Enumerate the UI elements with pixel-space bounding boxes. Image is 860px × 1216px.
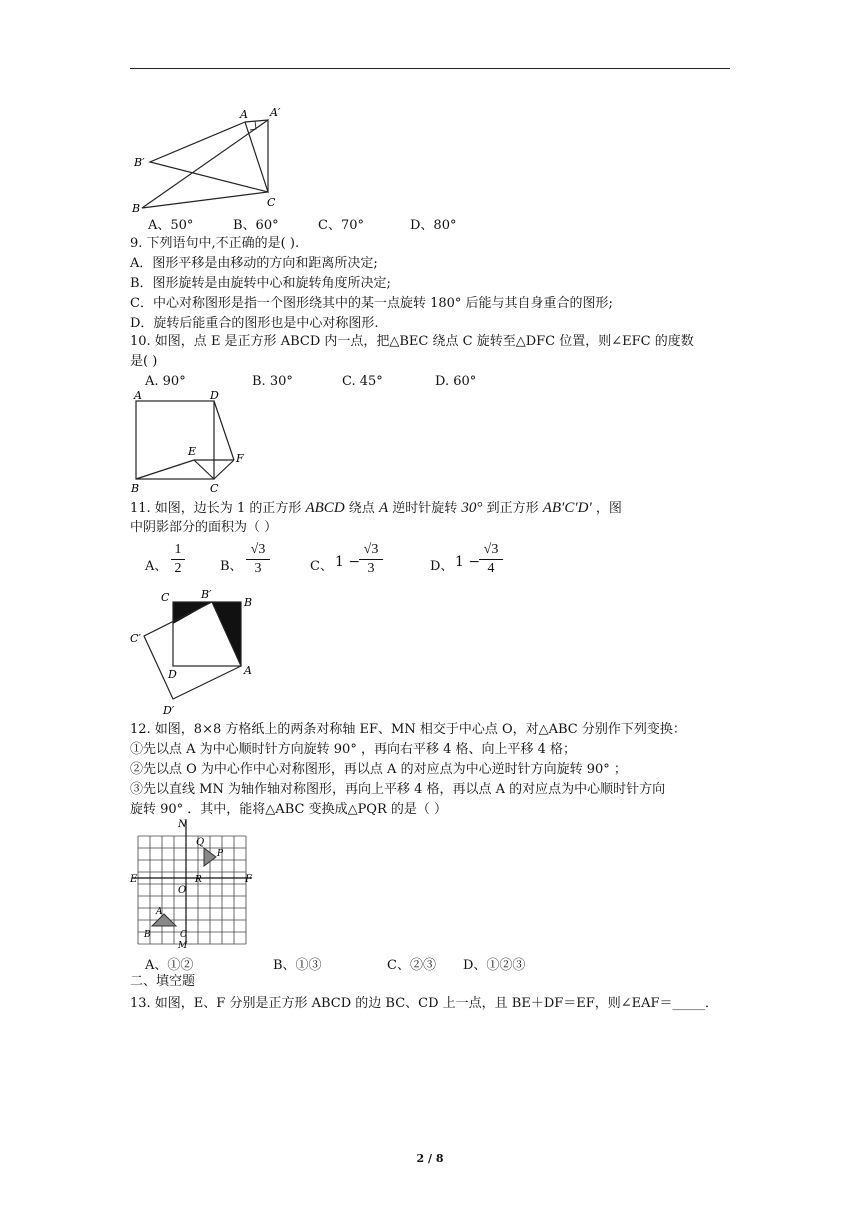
q13-stem: 13. 如图，E、F 分别是正方形 ABCD 的边 BC、CD 上一点，且 BE＋DF＝EF，则∠EAF＝_____． — [130, 996, 719, 1011]
q11-label-a: A — [244, 664, 252, 677]
q11-stem: 11. 如图，边长为 1 的正方形 ABCD 绕点 A 逆时针旋转 30° 到正方形 AB′C′D′ ，图 — [130, 500, 622, 516]
q10-label-e: E — [188, 445, 197, 458]
q10-stem-cont: 是( ) — [130, 354, 158, 369]
q12-label-f: F — [245, 874, 252, 885]
q11-option-a-frac: 1 2 — [171, 542, 185, 577]
q10-option-c: C. 45° — [342, 374, 383, 389]
q11-option-b-label: B、 — [220, 559, 243, 574]
q8-options — [148, 214, 488, 233]
page-number: 2 / 8 — [416, 1152, 444, 1165]
q11-figure — [128, 586, 268, 721]
q11-label-c: C — [161, 591, 170, 604]
q11-label-b-prime: B′ — [201, 588, 212, 601]
q11-option-c-label: C、 — [310, 559, 333, 574]
q11-option-b-frac: √3 3 — [246, 542, 270, 577]
q11-math-square: AB′C′D′ — [542, 500, 592, 516]
q12-label-a: A — [156, 907, 163, 917]
q9-option-b: B．图形旋转是由旋转中心和旋转角度所决定; — [130, 276, 391, 291]
q11-math-angle: 30° — [461, 500, 483, 516]
q10-label-f: F — [236, 452, 244, 465]
q12-option-a: A、①② — [145, 958, 194, 973]
q12-label-p: P — [217, 849, 224, 859]
q12-label-c: C — [180, 930, 187, 940]
q12-stem: 12. 如图，8×8 方格纸上的两条对称轴 EF、MN 相交于中心点 O，对△ABC 分别作下列变换： — [130, 722, 686, 737]
q9-stem: 9. 下列语句中,不正确的是( ). — [130, 236, 300, 251]
q12-label-m: M — [178, 941, 188, 950]
q10-option-a: A. 90° — [145, 374, 186, 389]
q8-option-a: A、50° — [148, 218, 194, 233]
q10-label-c: C — [210, 482, 219, 495]
q11-option-c-lead: 1 − — [335, 554, 361, 570]
q11-math-abcd: ABCD — [305, 500, 345, 516]
q9-option-c: C．中心对称图形是指一个图形绕其中的某一点旋转 180° 后能与其自身重合的图形; — [130, 296, 613, 311]
q12-label-r: R — [195, 875, 202, 885]
q11-math-a: A — [378, 500, 389, 516]
q8-label-b-prime: B′ — [134, 156, 145, 169]
q10-label-d: D — [210, 389, 219, 402]
q11-stem-cont: 中阴影部分的面积为（ ） — [130, 520, 278, 535]
q10-figure — [128, 388, 253, 498]
q11-label-c-prime: C′ — [130, 632, 141, 645]
q8-option-b: B、60° — [233, 218, 279, 233]
q8-figure — [130, 100, 290, 215]
q8-option-d: D、80° — [410, 218, 457, 233]
q11-label-b: B — [244, 596, 253, 609]
q12-step-3-cont: 旋转 90° ．其中，能将△ABC 变换成△PQR 的是（ ） — [130, 802, 448, 817]
q11-option-c-frac: √3 3 — [359, 542, 383, 577]
q11-option-d-frac: √3 4 — [479, 542, 503, 577]
q12-step-1: ①先以点 A 为中心顺时针方向旋转 90° ，再向右平移 4 格、向上平移 4 格； — [130, 742, 577, 757]
q10-label-b: B — [131, 482, 140, 495]
q12-options — [145, 954, 545, 973]
q9-option-d: D．旋转后能重合的图形也是中心对称图形. — [130, 316, 379, 331]
q8-label-a: A — [240, 108, 248, 121]
q8-option-c: C、70° — [318, 218, 364, 233]
header-rule — [130, 68, 730, 69]
q8-label-c: C — [267, 196, 276, 209]
q11-option-d-label: D、 — [430, 559, 454, 574]
q11-options — [145, 540, 525, 584]
q11-label-d: D — [168, 668, 177, 681]
q12-label-o: O — [178, 885, 187, 896]
section-fill-in-title: 二、填空题 — [130, 974, 196, 989]
q12-label-q: Q — [196, 837, 205, 848]
q12-option-b: B、①③ — [273, 958, 322, 973]
q9-option-a: A．图形平移是由移动的方向和距离所决定; — [130, 256, 378, 271]
q10-option-b: B. 30° — [252, 374, 293, 389]
q12-step-2: ②先以点 O 为中心作中心对称图形，再以点 A 的对应点为中心逆时针方向旋转 90° ； — [130, 762, 627, 777]
q12-option-d: D、①②③ — [463, 958, 526, 973]
q12-label-b: B — [144, 930, 151, 940]
q10-stem: 10. 如图，点 E 是正方形 ABCD 内一点，把△BEC 绕点 C 旋转至△DFC 位置，则∠EFC 的度数 — [130, 334, 694, 349]
q12-label-e: E — [130, 874, 138, 885]
q12-step-3: ③先以直线 MN 为轴作轴对称图形，再向上平移 4 格，再以点 A 的对应点为中心顺时针方向 — [130, 782, 666, 797]
q8-label-a-prime: A′ — [270, 106, 281, 119]
q11-label-d-prime: D′ — [163, 704, 175, 717]
q11-option-d-lead: 1 − — [455, 554, 481, 570]
q11-option-a-label: A、 — [145, 559, 168, 574]
q12-option-c: C、②③ — [387, 958, 436, 973]
q8-label-b: B — [132, 202, 141, 215]
q10-label-a: A — [134, 389, 142, 402]
q12-grid-figure — [128, 816, 268, 950]
q12-label-n: N — [178, 819, 187, 830]
q10-option-d: D. 60° — [435, 374, 477, 389]
